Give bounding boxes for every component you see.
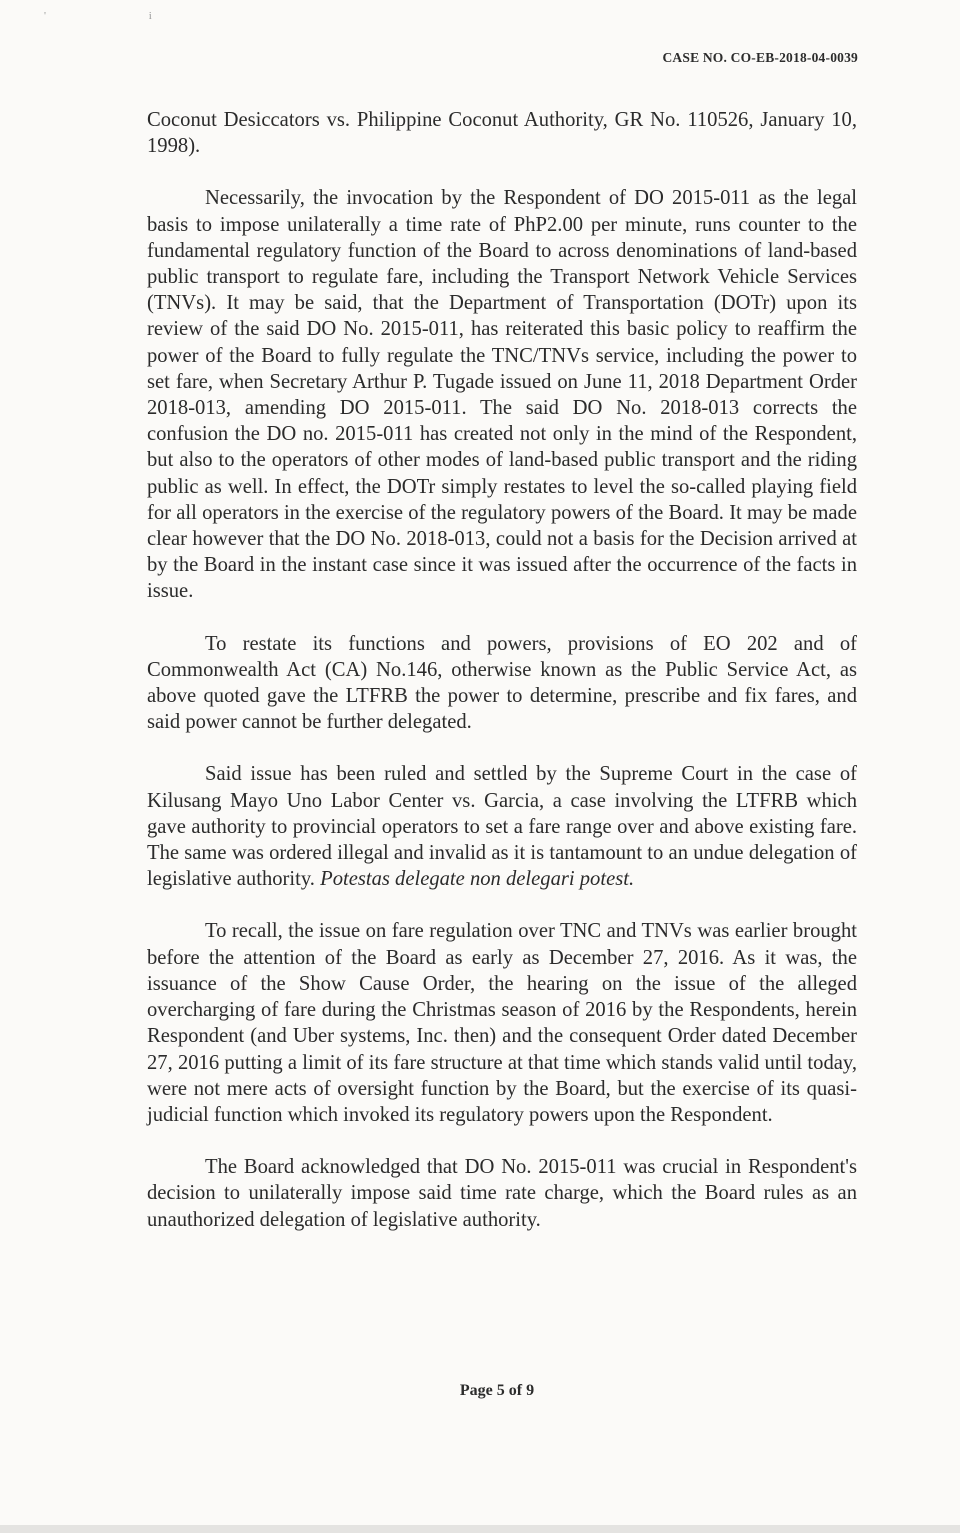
document-body [147,107,857,1259]
paragraph-supreme-court-ruling-text: Said issue has been ruled and settled by the Supreme Court in the case of Kilusang Mayo Uno Labor Center vs. Garcia, a case involving the LTFRB which gave authority to provincial operators to set a fare range over and above existing fare. The same was ordered illegal and invalid as it is tantamount to an undue delegation of legislative authority. [147,763,857,891]
case-number-header: CASE NO. CO-EB-2018-04-0039 [662,50,858,65]
paragraph-do-invocation: Necessarily, the invocation by the Respondent of DO 2015-011 as the legal basis to impose unilaterally a time rate of PhP2.00 per minute, runs counter to the fundamental regulatory function of the Board to across denominations of land-based public transport to regulate fare, including the Transport Network Vehicle Services (TNVs). It may be said, that the Department of Transportation (DOTr) upon its review of the said DO No. 2015-011, has reiterated this basic policy to reaffirm the power of the Board to fully regulate the TNC/TNVs service, including the power to set fare, when Secretary Arthur P. Tugade issued on June 11, 2018 Department Order 2018-013, amending DO 2015-011. The said DO No. 2018-013 corrects the confusion the DO no. 2015-011 has created not only in the mind of the Respondent, but also to the operators of other modes of land-based public transport and the riding public as well. In effect, the DOTr simply restates to level the so-called playing field for all operators in the exercise of the regulatory powers of the Board. It may be made clear however that the DO No. 2018-013, could not a basis for the Decision arrived at by the Board in the instant case since it was issued after the occurrence of the facts in issue. [147,187,857,603]
page-number: Page 5 of 9 [459,1382,535,1399]
scan-bottom-edge [0,1525,960,1533]
paragraph-citation-continuation: Coconut Desiccators vs. Philippine Coconut Authority, GR No. 110526, January 10, 1998). [147,109,857,158]
page-number-footer [0,1382,960,1400]
scan-marks: ' i [44,10,202,22]
latin-maxim: Potestas delegate non delegari potest. [320,868,635,891]
paragraph-board-acknowledgement: The Board acknowledged that DO No. 2015-011 was crucial in Respondent's decision to unilaterally impose said time rate charge, which the Board rules as an unauthorized delegation of legislative authority. [147,1156,857,1231]
paragraph-supreme-court-ruling [147,761,857,892]
paragraph-functions-powers: To restate its functions and powers, provisions of EO 202 and of Commonwealth Act (CA) No.146, otherwise known as the Public Service Act, as above quoted gave the LTFRB the power to determine, prescribe and fix fares, and said power cannot be further delegated. [147,632,857,734]
paragraph-fare-regulation-history: To recall, the issue on fare regulation over TNC and TNVs was earlier brought before the attention of the Board as early as December 27, 2016. As it was, the issuance of the Show Cause Order, the hearing on the issue of the alleged overcharging of fare during the Christmas season of 2016 by the Respondents, herein Respondent (and Uber systems, Inc. then) and the consequent Order dated December 27, 2016 putting a limit of its fare structure at that time which stands valid until today, were not mere acts of oversight function by the Board, but the exercise of its quasi-judicial function which invoked its regulatory powers upon the Respondent. [147,920,857,1126]
